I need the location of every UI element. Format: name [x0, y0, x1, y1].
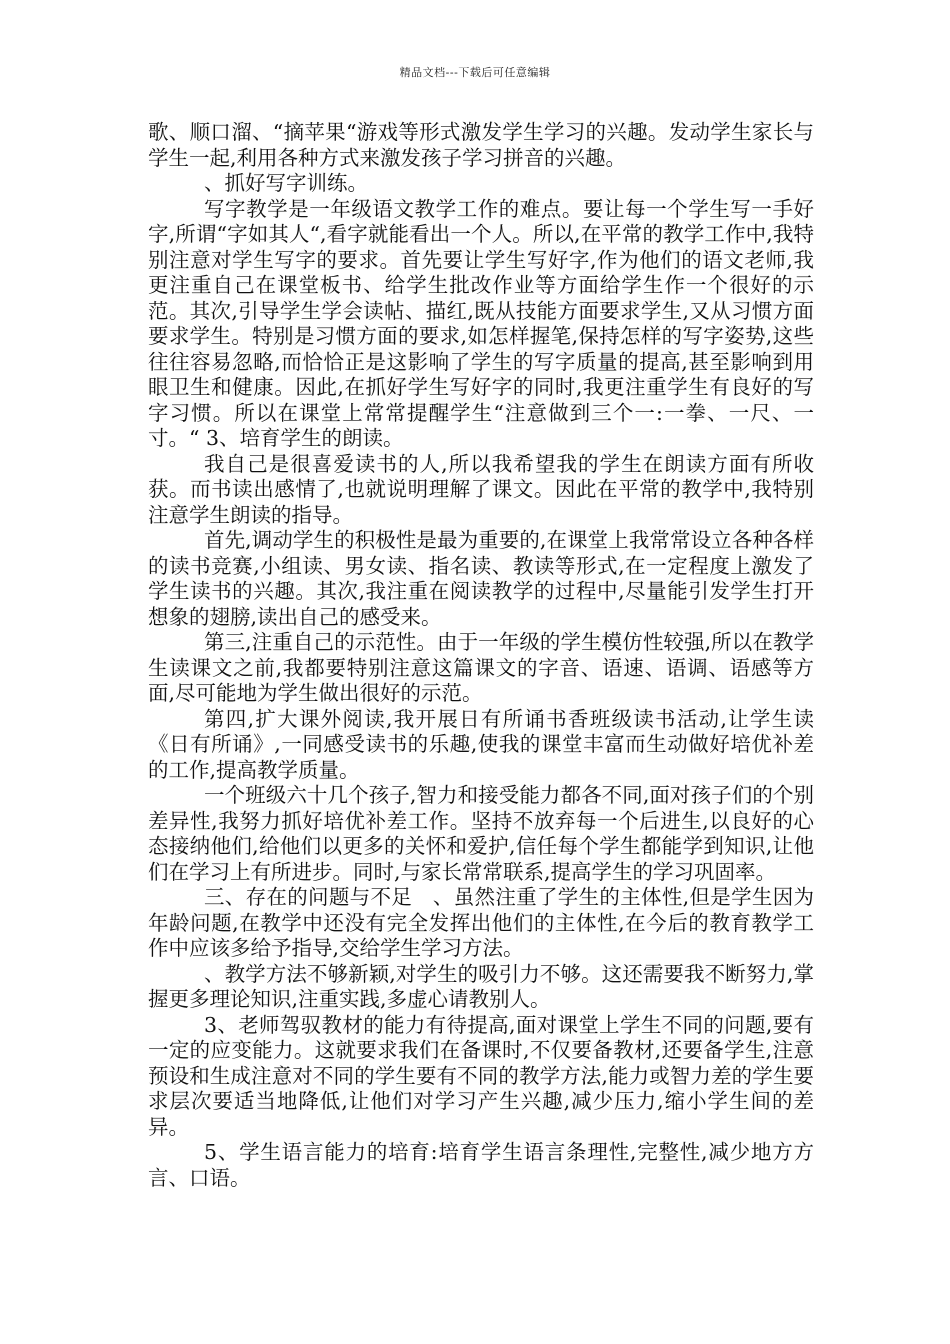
paragraph: 写字教学是一年级语文教学工作的难点。要让每一个学生写一手好字,所谓“字如其人“,看字就能看出一个人。所以,在平常的教学工作中,我特别注意对学生写字的要求。首先要让学生写好字,作为他们的语文老师,我更注重自己在课堂板书、给学生批改作业等方面给学生作一个很好的示范。其次,引导学生学会读帖、描红,既从技能方面要求学生,又从习惯方面要求学生。特别是习惯方面的要求,如怎样握笔,保持怎样的写字姿势,这些往往容易忽略,而恰恰正是这影响了学生的写字质量的提高,甚至影响到用眼卫生和健康。因此,在抓好学生写好字的同时,我更注重学生有良好的写字习惯。所以在课堂上常常提醒学生“注意做到三个一:一拳、一尺、一寸。“ 3、培育学生的朗读。: [148, 196, 814, 450]
document-body: [148, 120, 814, 1191]
paragraph: 、抓好写字训练。: [204, 171, 368, 195]
paragraph: 第三,注重自己的示范性。由于一年级的学生模仿性较强,所以在教学生读课文之前,我都要特别注意这篇课文的字音、语速、语调、语感等方面,尽可能地为学生做出很好的示范。: [148, 630, 814, 705]
paragraph: 歌、顺口溜、“摘苹果“游戏等形式激发学生学习的兴趣。发动学生家长与学生一起,利用各种方式来激发孩子学习拼音的兴趣。: [148, 120, 814, 170]
page-header: 精品文档---下载后可任意编辑: [399, 66, 551, 79]
paragraph: 一个班级六十几个孩子,智力和接受能力都各不同,面对孩子们的个别差异性,我努力抓好培优补差工作。坚持不放弃每一个后进生,以良好的心态接纳他们,给他们以更多的关怀和爱护,信任每个学生都能学到知识,让他们在学习上有所进步。同时,与家长常常联系,提高学生的学习巩固率。: [148, 783, 814, 884]
paragraph: 三、存在的问题与不足 、虽然注重了学生的主体性,但是学生因为年龄问题,在教学中还没有完全发挥出他们的主体性,在今后的教育教学工作中应该多给予指导,交给学生学习方法。: [148, 885, 814, 960]
paragraph: 5、学生语言能力的培育:培育学生语言条理性,完整性,减少地方方言、口语。: [148, 1140, 814, 1190]
paragraph: 我自己是很喜爱读书的人,所以我希望我的学生在朗读方面有所收获。而书读出感情了,也就说明理解了课文。因此在平常的教学中,我特别注意学生朗读的指导。: [148, 451, 814, 527]
paragraph: 首先,调动学生的积极性是最为重要的,在课堂上我常常设立各种各样的读书竞赛,小组读、男女读、指名读、教读等形式,在一定程度上激发了学生读书的兴趣。其次,我注重在阅读教学的过程中,尽量能引发学生打开想象的翅膀,读出自己的感受来。: [148, 528, 814, 629]
paragraph: 、教学方法不够新颖,对学生的吸引力不够。这还需要我不断努力,掌握更多理论知识,注重实践,多虚心请教别人。: [148, 961, 814, 1011]
paragraph: 第四,扩大课外阅读,我开展日有所诵书香班级读书活动,让学生读《日有所诵》,一同感受读书的乐趣,使我的课堂丰富而生动做好培优补差的工作,提高教学质量。: [148, 706, 814, 782]
paragraph: 3、老师驾驭教材的能力有待提高,面对课堂上学生不同的问题,要有一定的应变能力。这就要求我们在备课时,不仅要备教材,还要备学生,注意预设和生成注意对不同的学生要有不同的教学方法,能力或智力差的学生要求层次要适当地降低,让他们对学习产生兴趣,减少压力,缩小学生间的差异。: [148, 1012, 814, 1139]
